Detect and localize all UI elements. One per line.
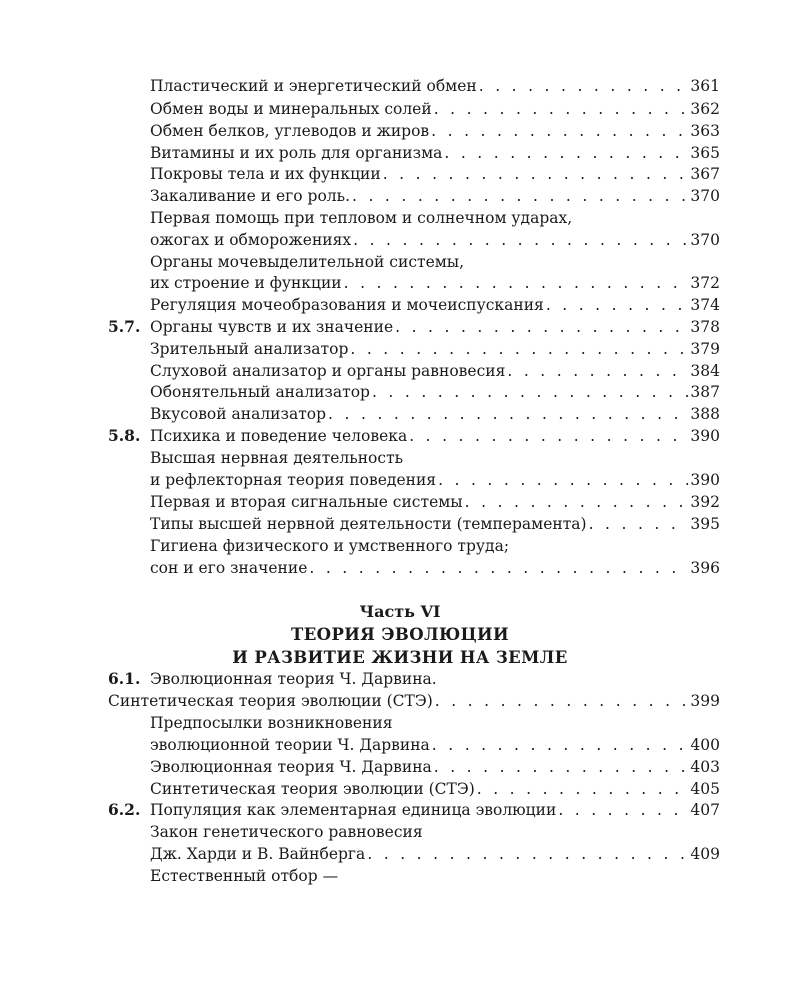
dot-leader [507, 360, 688, 382]
toc-entry[interactable] [150, 229, 720, 251]
toc-entry-page: 390 [690, 471, 720, 489]
toc-entry[interactable] [150, 778, 720, 800]
toc-section-entry[interactable] [108, 799, 720, 821]
toc-entry-title: Высшая нервная деятельность [150, 449, 404, 467]
toc-entry-title: Регуляция мочеобразования и мочеиспускания [150, 296, 544, 314]
toc-entry[interactable] [150, 821, 720, 843]
toc-entry[interactable] [150, 734, 720, 756]
toc-entry-title: Обонятельный анализатор [150, 383, 370, 401]
toc-entry-title: Популяция как элементарная единица эволюции [150, 801, 557, 819]
dot-leader [435, 690, 689, 712]
toc-entry[interactable] [150, 120, 720, 142]
dot-leader [434, 756, 689, 778]
dot-leader [383, 163, 689, 185]
toc-entry-title: Закон генетического равновесия [150, 823, 423, 841]
toc-entry-page: 409 [690, 845, 720, 863]
toc-entry-title: Органы мочевыделительной системы, [150, 253, 465, 271]
dot-leader [353, 229, 688, 251]
toc-entry-page: 379 [690, 340, 720, 358]
dot-leader [465, 491, 689, 513]
dot-leader [395, 316, 688, 338]
toc-entry-title: Слуховой анализатор и органы равновесия [150, 362, 506, 380]
toc-section-entry[interactable] [108, 668, 720, 690]
toc-entry[interactable] [150, 557, 720, 579]
toc-entry-page: 387 [690, 383, 720, 401]
toc-entry-title: Закаливание и его роль. [150, 187, 351, 205]
toc-section-entry[interactable] [108, 425, 720, 447]
toc-entry-page: 372 [690, 274, 720, 292]
toc-entry[interactable] [150, 207, 720, 229]
dot-leader [372, 381, 688, 403]
toc-entry[interactable] [150, 163, 720, 185]
toc-entry-title: Дж. Харди и В. Вайнберга [150, 845, 366, 863]
toc-entry-page: 370 [690, 231, 720, 249]
toc-entry[interactable] [150, 712, 720, 734]
toc-entry-title: Пластический и энергетический обмен [150, 77, 477, 95]
toc-entry-page: 400 [690, 736, 720, 754]
dot-leader [431, 120, 688, 142]
toc-entry-title: Вкусовой анализатор [150, 405, 327, 423]
toc-entry-page: 384 [690, 362, 720, 380]
toc-entry[interactable] [108, 690, 720, 712]
toc-entry-page: 361 [690, 77, 720, 95]
toc-entry-title: Гигиена физического и умственного труда; [150, 537, 510, 555]
toc-entry-page: 365 [690, 144, 720, 162]
toc-entry-page: 370 [690, 187, 720, 205]
toc-entry-title: Эволюционная теория Ч. Дарвина. [150, 670, 437, 688]
toc-entry-page: 407 [690, 801, 720, 819]
toc-entry-page: 396 [690, 559, 720, 577]
toc-entry-page: 367 [690, 165, 720, 183]
toc-entry[interactable] [150, 338, 720, 360]
toc-entry-page: 363 [690, 122, 720, 140]
part-label: Часть VI [359, 602, 441, 621]
toc-entry[interactable] [150, 513, 720, 535]
dot-leader [352, 185, 688, 207]
part-title-line-2: И РАЗВИТИЕ ЖИЗНИ НА ЗЕМЛЕ [232, 648, 568, 667]
toc-section-entry[interactable] [108, 316, 720, 338]
part-title-line-1: ТЕОРИЯ ЭВОЛЮЦИИ [291, 625, 509, 644]
dot-leader [350, 338, 688, 360]
toc-entry[interactable] [150, 251, 720, 273]
toc-entry-page: 405 [690, 780, 720, 798]
dot-leader [589, 513, 689, 535]
dot-leader [328, 403, 688, 425]
toc-entry-title: Типы высшей нервной деятельности (темперамента) [150, 515, 587, 533]
toc-entry-title: Обмен белков, углеводов и жиров [150, 122, 430, 140]
toc-entry-title: эволюционной теории Ч. Дарвина [150, 736, 430, 754]
toc-entry[interactable] [150, 756, 720, 778]
toc-entry-title: их строение и функции [150, 274, 342, 292]
toc-entry[interactable] [150, 98, 720, 120]
section-number: 6.2. [108, 800, 141, 819]
toc-entry[interactable] [150, 75, 720, 97]
toc-entry-title: Органы чувств и их значение [150, 318, 394, 336]
toc-entry[interactable] [150, 294, 720, 316]
dot-leader [438, 469, 688, 491]
toc-entry-page: 390 [690, 427, 720, 445]
toc-entry[interactable] [150, 360, 720, 382]
toc-entry[interactable] [150, 535, 720, 557]
toc-entry[interactable] [150, 491, 720, 513]
toc-entry[interactable] [150, 469, 720, 491]
toc-entry-title: Зрительный анализатор [150, 340, 349, 358]
toc-entry[interactable] [150, 843, 720, 865]
toc-entry-title: Витамины и их роль для организма [150, 144, 443, 162]
section-number: 5.7. [108, 317, 141, 336]
toc-entry[interactable] [150, 185, 720, 207]
toc-entry-title: Психика и поведение человека [150, 427, 408, 445]
toc-entry[interactable] [150, 865, 720, 887]
toc-entry-title: и рефлекторная теория поведения [150, 471, 437, 489]
toc-entry-title: Естественный отбор — [150, 867, 339, 885]
toc-entry-title: Эволюционная теория Ч. Дарвина [150, 758, 432, 776]
dot-leader [479, 75, 689, 97]
section-number: 6.1. [108, 669, 141, 688]
toc-entry[interactable] [150, 272, 720, 294]
dot-leader [344, 272, 689, 294]
toc-entry-title: Покровы тела и их функции [150, 165, 381, 183]
toc-entry-title: Синтетическая теория эволюции (СТЭ) [108, 692, 433, 710]
dot-leader [444, 142, 688, 164]
toc-entry[interactable] [150, 447, 720, 469]
toc-entry-page: 362 [690, 100, 720, 118]
toc-entry[interactable] [150, 142, 720, 164]
toc-entry-page: 378 [690, 318, 720, 336]
toc-entry-title: Синтетическая теория эволюции (СТЭ) [150, 780, 475, 798]
toc-entry-page: 403 [690, 758, 720, 776]
toc-entry[interactable] [150, 381, 720, 403]
dot-leader [367, 843, 688, 865]
toc-entry-title: ожогах и обморожениях [150, 231, 352, 249]
dot-leader [546, 294, 689, 316]
toc-entry-page: 399 [690, 692, 720, 710]
toc-entry-title: Первая помощь при тепловом и солнечном ударах, [150, 209, 573, 227]
toc-entry[interactable] [150, 403, 720, 425]
toc-entry-page: 395 [690, 515, 720, 533]
dot-leader [432, 734, 689, 756]
dot-leader [477, 778, 689, 800]
dot-leader [434, 98, 689, 120]
toc-entry-page: 388 [690, 405, 720, 423]
dot-leader [558, 799, 688, 821]
toc-entry-title: Предпосылки возникновения [150, 714, 393, 732]
section-number: 5.8. [108, 426, 141, 445]
dot-leader [309, 557, 688, 579]
toc-entry-title: сон и его значение [150, 559, 308, 577]
toc-entry-page: 374 [690, 296, 720, 314]
toc-entry-page: 392 [690, 493, 720, 511]
toc-entry-title: Первая и вторая сигнальные системы [150, 493, 463, 511]
dot-leader [409, 425, 688, 447]
toc-entry-title: Обмен воды и минеральных солей [150, 100, 432, 118]
